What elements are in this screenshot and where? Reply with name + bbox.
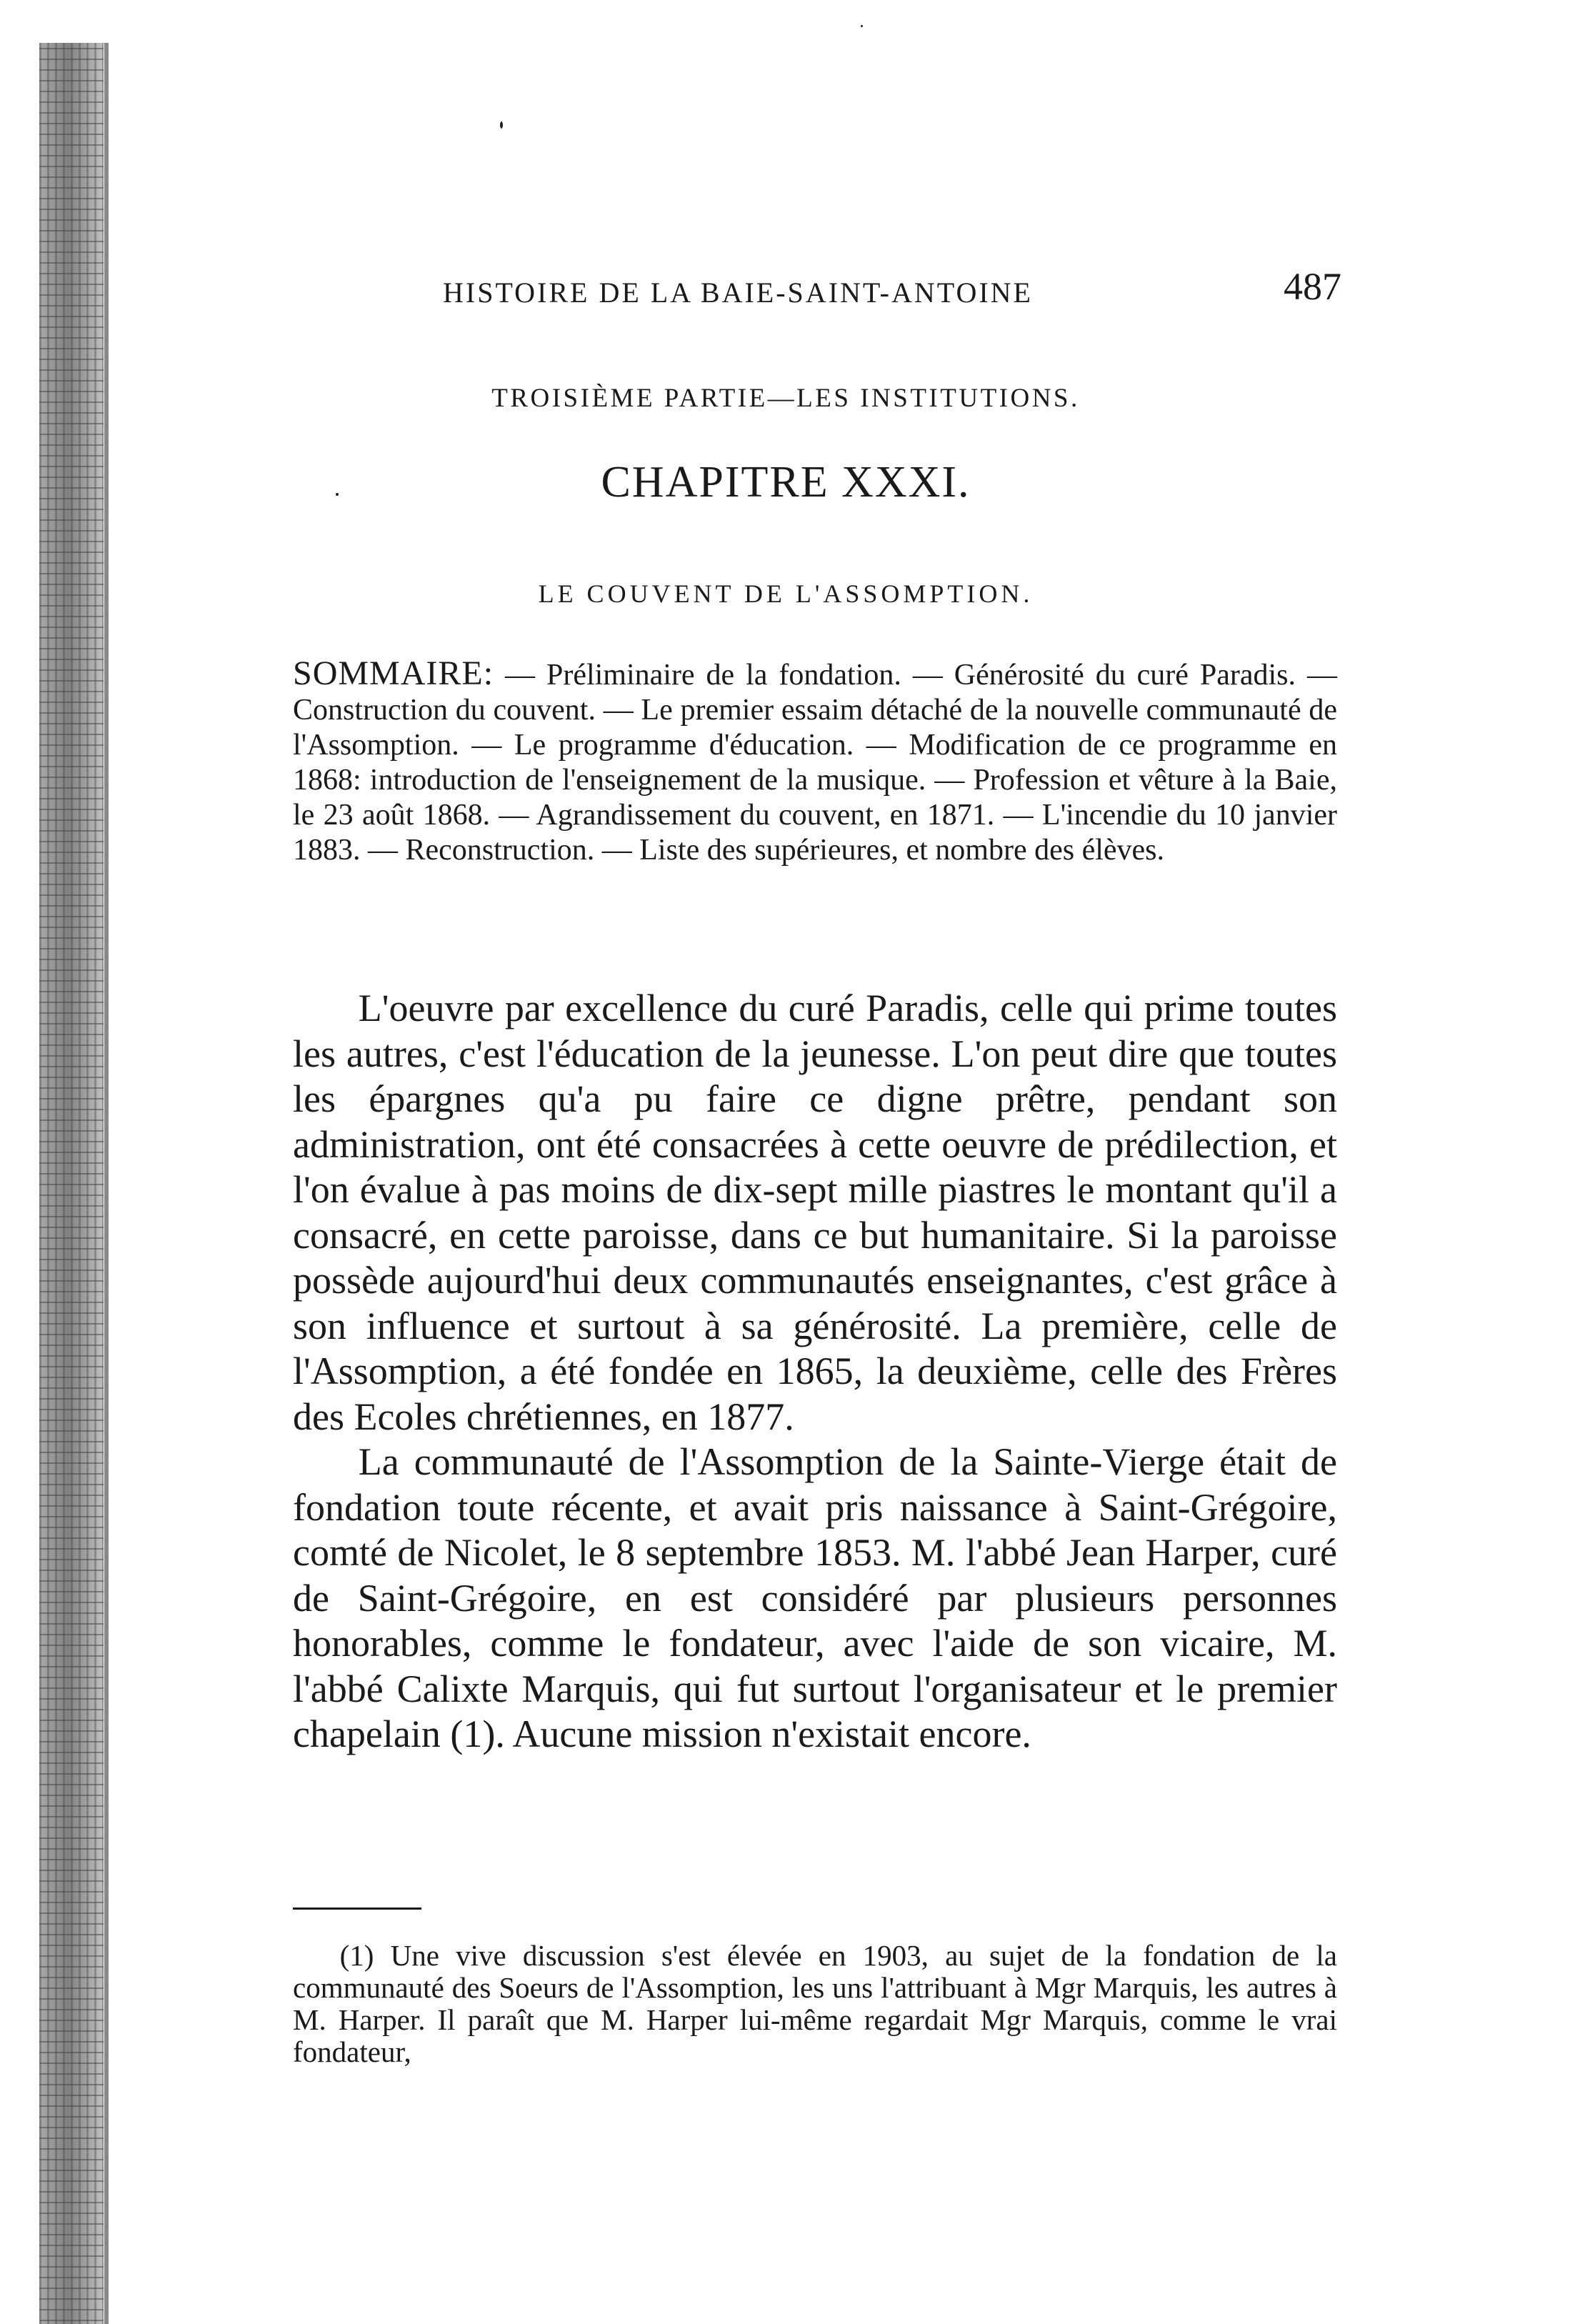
footnote-separator	[293, 1907, 421, 1910]
part-title: TROISIÈME PARTIE—LES INSTITUTIONS.	[491, 384, 1080, 413]
running-header-title: HISTOIRE DE LA BAIE-SAINT-ANTOINE	[443, 276, 1033, 309]
book-binding-edge	[39, 43, 104, 2324]
body-text	[293, 986, 1337, 1757]
chapter-title: CHAPITRE XXXI.	[601, 458, 971, 507]
summary-label: SOMMAIRE:	[293, 654, 494, 692]
binding-shadow	[104, 43, 109, 2324]
page-number: 487	[1284, 265, 1341, 308]
section-title: LE COUVENT DE L'ASSOMPTION.	[538, 579, 1034, 608]
speck	[500, 121, 503, 129]
body-paragraph-2: La communauté de l'Assomption de la Sainte-Vierge était de fondation toute récente, et avait pris naissance à Saint-Grégoire, comté de Nicolet, le 8 septembre 1853. M. l'abbé Jean Harper, curé de Saint-Grégoire, en est considéré par plusieurs personnes honorables, comme le fondateur, avec l'aide de son vicaire, M. l'abbé Calixte Marquis, qui fut surtout l'organisateur et le premier chapelain (1). Aucune mission n'existait encore.	[293, 1440, 1337, 1755]
body-paragraph-1: L'oeuvre par excellence du curé Paradis, celle qui prime toutes les autres, c'est l'éducation de la jeunesse. L'on peut dire que toutes les épargnes qu'a pu faire ce digne prêtre, pendant son administration, ont été consacrées à cette oeuvre de prédilection, et l'on évalue à pas moins de dix-sept mille piastres le montant qu'il a consacré, en cette paroisse, dans ce but humanitaire. Si la paroisse possède aujourd'hui deux communautés enseignantes, c'est grâce à son influence et surtout à sa générosité. La première, celle de l'Assomption, a été fondée en 1865, la deuxième, celle des Frères des Ecoles chrétiennes, en 1877.	[293, 987, 1337, 1438]
chapter-summary	[293, 656, 1337, 868]
footnote: (1) Une vive discussion s'est élevée en 1903, au sujet de la fondation de la communauté des Soeurs de l'Assomption, les uns l'attribuant à Mgr Marquis, les autres à M. Harper. Il paraît que M. Harper lui-même regardait Mgr Marquis, comme le vrai fondateur,	[293, 1939, 1337, 2068]
summary-text: — Préliminaire de la fondation. — Générosité du curé Paradis. — Construction du couvent. — Le premier essaim détaché de la nouvelle communauté de l'Assomption. — Le programme d'éducation. — Modification de ce programme en 1868: introduction de l'enseignement de la musique. — Profession et vêture à la Baie, le 23 août 1868. — Agrandissement du couvent, en 1871. — L'incendie du 10 janvier 1883. — Reconstruction. — Liste des supérieures, et nombre des élèves.	[293, 659, 1337, 867]
speck	[861, 25, 863, 27]
